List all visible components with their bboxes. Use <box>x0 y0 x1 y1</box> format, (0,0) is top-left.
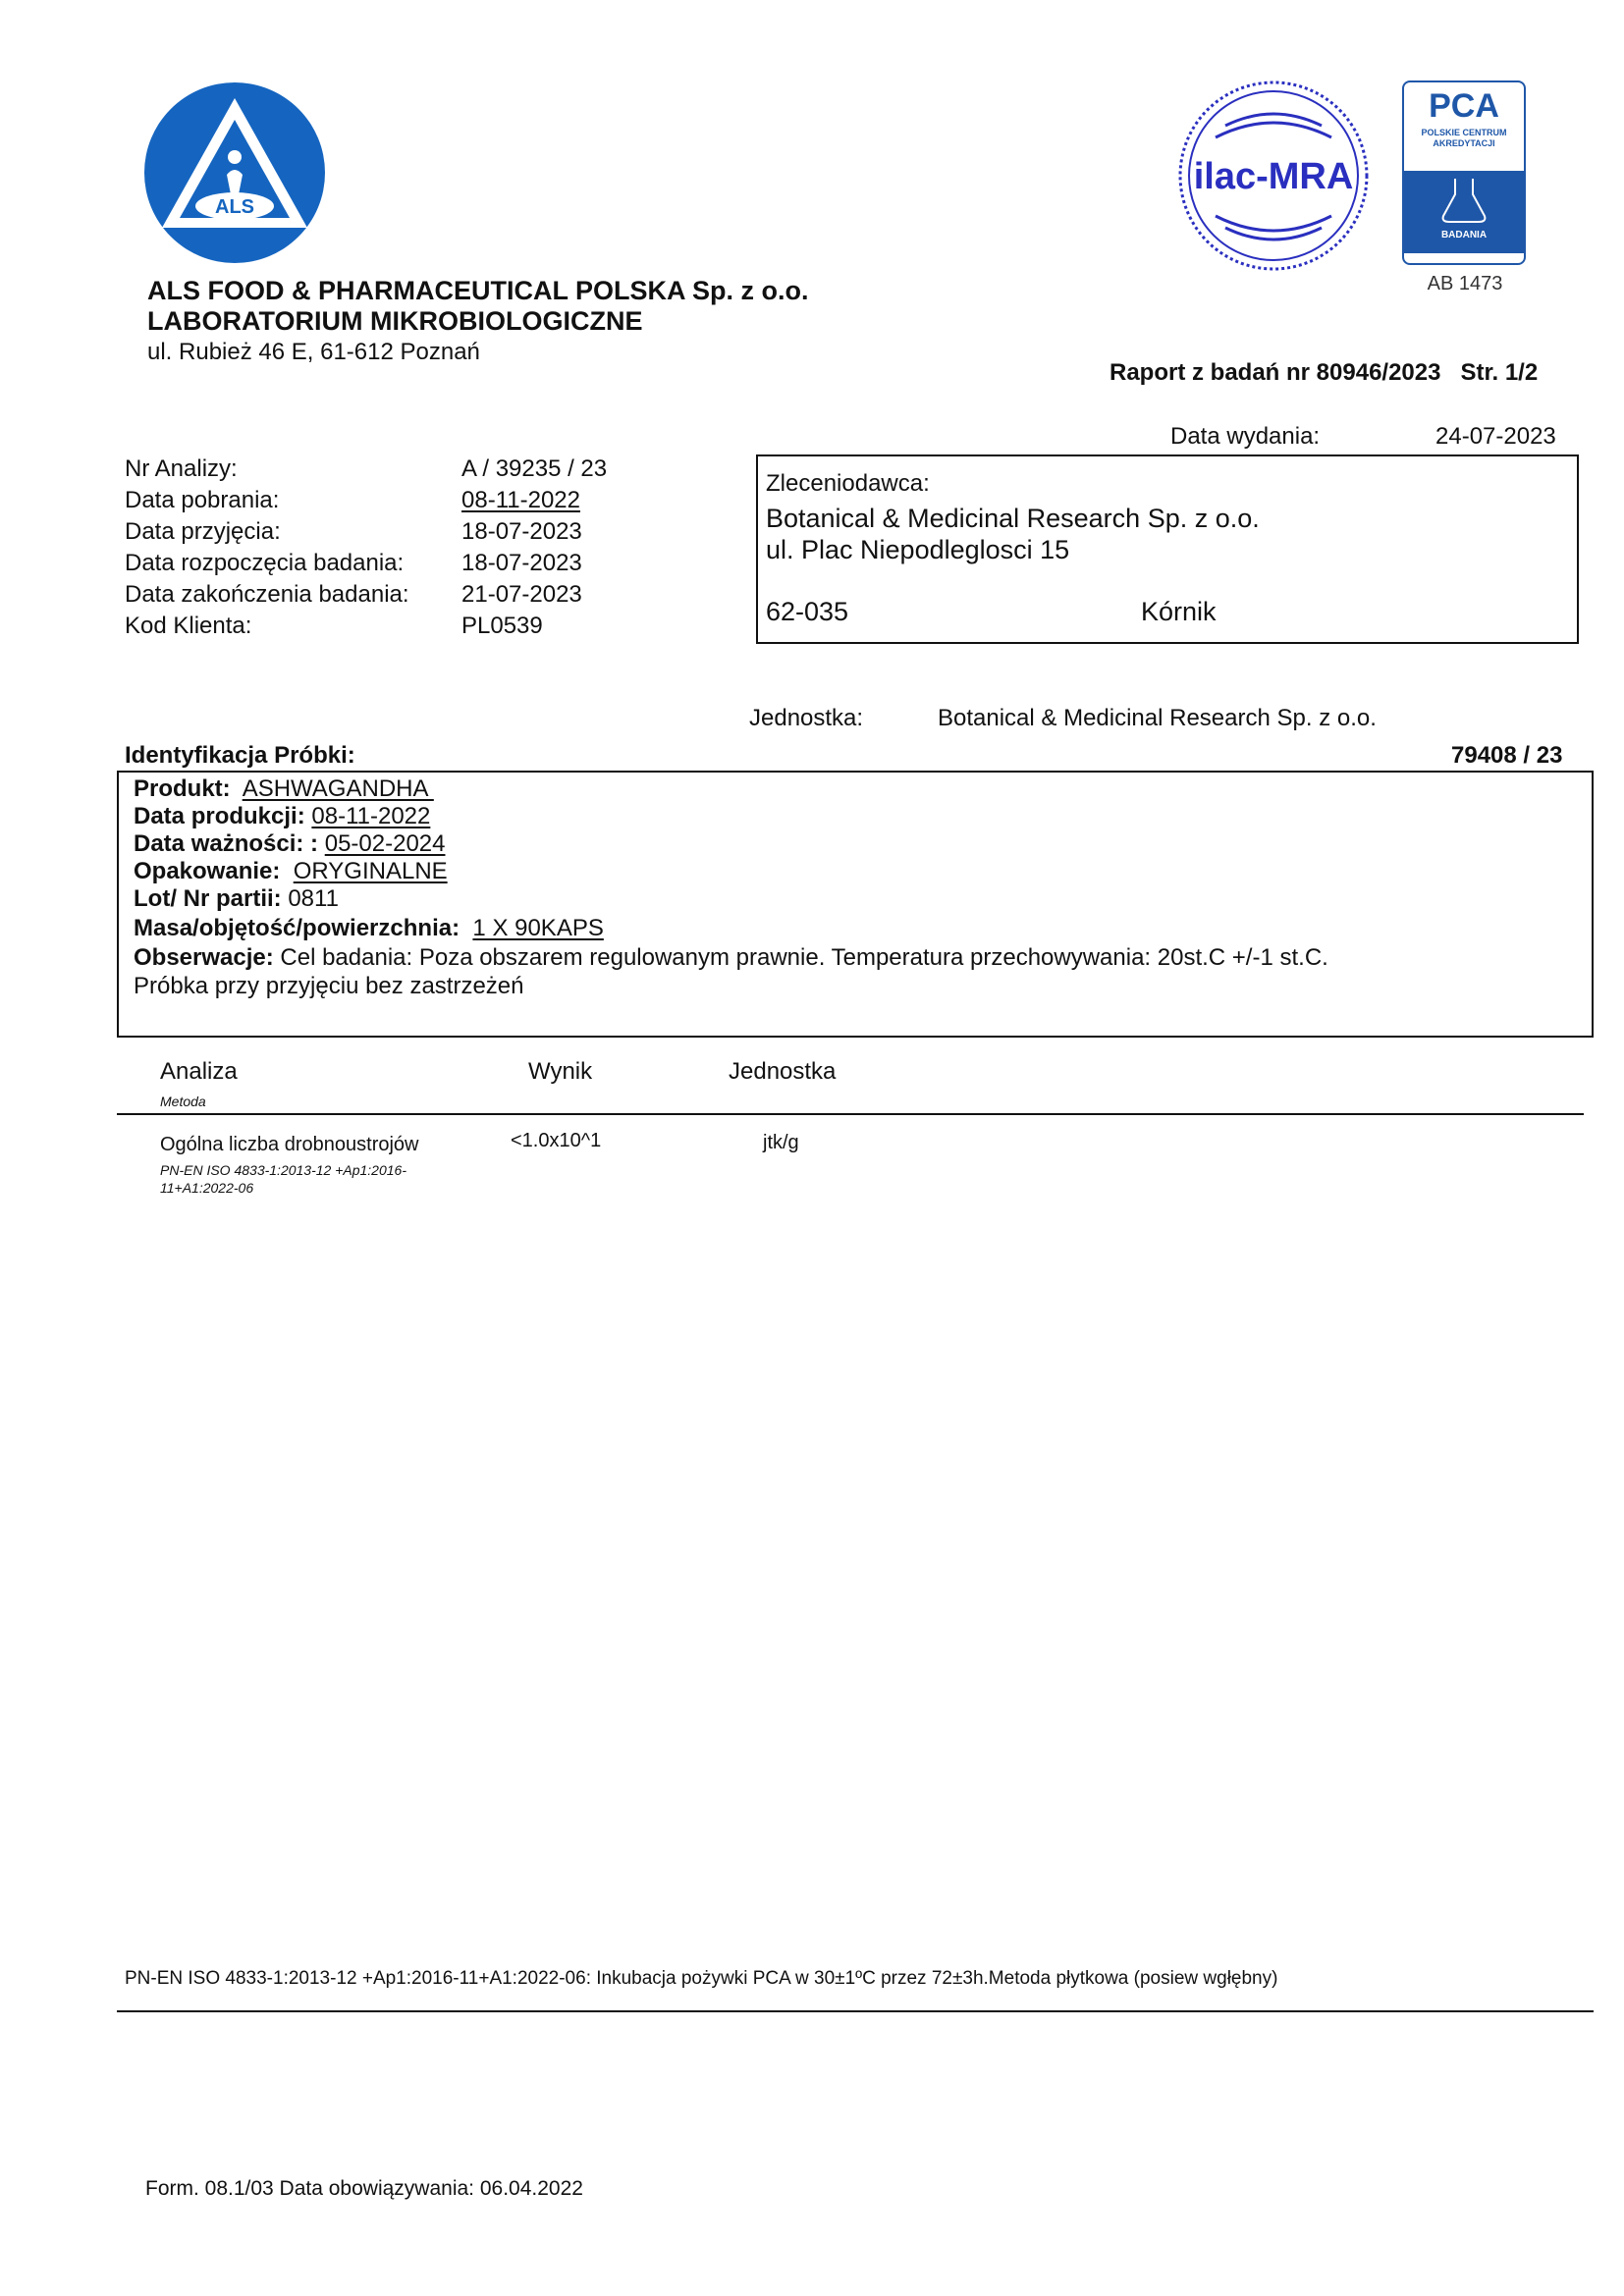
client-label: Zleceniodawca: <box>766 470 930 497</box>
pca-accreditation-code: AB 1473 <box>1427 273 1503 294</box>
packaging-line <box>134 857 448 886</box>
product-line <box>134 774 434 804</box>
table-header-divider <box>117 1113 1584 1115</box>
pca-logo-text: PCA <box>1429 87 1499 125</box>
result-method-line1: PN-EN ISO 4833-1:2013-12 +Ap1:2016- <box>160 1162 406 1178</box>
issue-date-label: Data wydania: <box>1170 423 1321 450</box>
expiry-date-value: 05-02-2024 <box>324 830 446 857</box>
info-value: 18-07-2023 <box>461 518 582 545</box>
result-value: <1.0x10^1 <box>511 1130 602 1151</box>
mass-value: 1 X 90KAPS <box>472 915 604 941</box>
pca-logo <box>1402 80 1528 267</box>
lot-line <box>134 884 339 914</box>
report-number: Raport z badań nr 80946/2023 Str. 1/2 <box>1110 359 1539 386</box>
mass-label: Masa/objętość/powierzchnia: <box>134 915 460 941</box>
result-method-line2: 11+A1:2022-06 <box>160 1180 254 1196</box>
info-value: 18-07-2023 <box>461 550 582 576</box>
client-city: Kórnik <box>1141 597 1217 626</box>
column-method: Metoda <box>160 1094 206 1109</box>
sample-number: 79408 / 23 <box>1451 742 1563 769</box>
lot-value: 0811 <box>288 885 339 912</box>
column-analysis: Analiza <box>160 1058 238 1085</box>
pca-badania-label: BADANIA <box>1440 230 1488 240</box>
als-logo <box>142 80 327 265</box>
column-result: Wynik <box>528 1058 593 1085</box>
production-date-label: Data produkcji: <box>134 803 305 829</box>
mass-line <box>134 914 604 943</box>
product-label: Produkt: <box>134 775 231 802</box>
column-unit: Jednostka <box>729 1058 837 1085</box>
info-label: Kod Klienta: <box>125 613 252 639</box>
info-label: Data pobrania: <box>125 487 280 513</box>
production-date-line <box>134 802 430 831</box>
result-analysis: Ogólna liczba drobnoustrojów <box>160 1134 419 1155</box>
footnote-divider <box>117 2010 1594 2012</box>
info-label: Data rozpoczęcia badania: <box>125 550 405 576</box>
info-label: Data zakończenia badania: <box>125 581 409 608</box>
production-date-value: 08-11-2022 <box>311 803 431 829</box>
observations-line-2: Próbka przy przyjęciu bez zastrzeżeń <box>134 973 524 999</box>
unit-value: Botanical & Medicinal Research Sp. z o.o. <box>938 705 1377 731</box>
company-address: ul. Rubież 46 E, 61-612 Poznań <box>147 339 480 365</box>
pca-logo-subtitle: POLSKIE CENTRUM AKREDYTACJI <box>1421 128 1507 148</box>
flask-icon <box>1404 171 1524 230</box>
observations-line <box>134 943 1328 973</box>
observations-label: Obserwacje: <box>134 944 274 971</box>
als-logo-text: ALS <box>215 196 254 218</box>
info-label: Data przyjęcia: <box>125 518 281 545</box>
result-unit: jtk/g <box>763 1132 799 1153</box>
packaging-label: Opakowanie: <box>134 858 281 884</box>
client-street: ul. Plac Niepodleglosci 15 <box>766 535 1070 564</box>
lot-label: Lot/ Nr partii: <box>134 885 282 912</box>
sample-heading: Identyfikacja Próbki: <box>125 742 355 769</box>
lab-name: LABORATORIUM MIKROBIOLOGICZNE <box>147 306 643 336</box>
expiry-date-line <box>134 829 445 859</box>
unit-label: Jednostka: <box>749 705 864 731</box>
expiry-date-label: Data ważności: : <box>134 830 319 857</box>
packaging-value: ORYGINALNE <box>293 858 448 884</box>
info-value: 08-11-2022 <box>461 487 580 513</box>
info-value: A / 39235 / 23 <box>461 455 608 482</box>
ilac-logo-text: ilac-MRA <box>1193 156 1354 197</box>
observations-value: Cel badania: Poza obszarem regulowanym prawnie. Temperatura przechowywania: 20st.C +/-1 st.C. <box>280 944 1328 971</box>
info-label: Nr Analizy: <box>125 455 238 482</box>
company-name: ALS FOOD & PHARMACEUTICAL POLSKA Sp. z o.o. <box>147 276 809 305</box>
issue-date: 24-07-2023 <box>1435 423 1556 450</box>
info-value: 21-07-2023 <box>461 581 582 608</box>
method-footnote: PN-EN ISO 4833-1:2013-12 +Ap1:2016-11+A1:2022-06: Inkubacja pożywki PCA w 30±1ºC przez 72±3h.Metoda płytkowa (posiew wgłębny) <box>125 1968 1278 1989</box>
info-value: PL0539 <box>461 613 543 639</box>
ilac-mra-logo <box>1176 79 1371 273</box>
client-name: Botanical & Medicinal Research Sp. z o.o. <box>766 504 1260 533</box>
form-footer: Form. 08.1/03 Data obowiązywania: 06.04.2022 <box>145 2177 583 2200</box>
product-value: ASHWAGANDHA <box>242 775 434 802</box>
client-postcode: 62-035 <box>766 597 849 626</box>
